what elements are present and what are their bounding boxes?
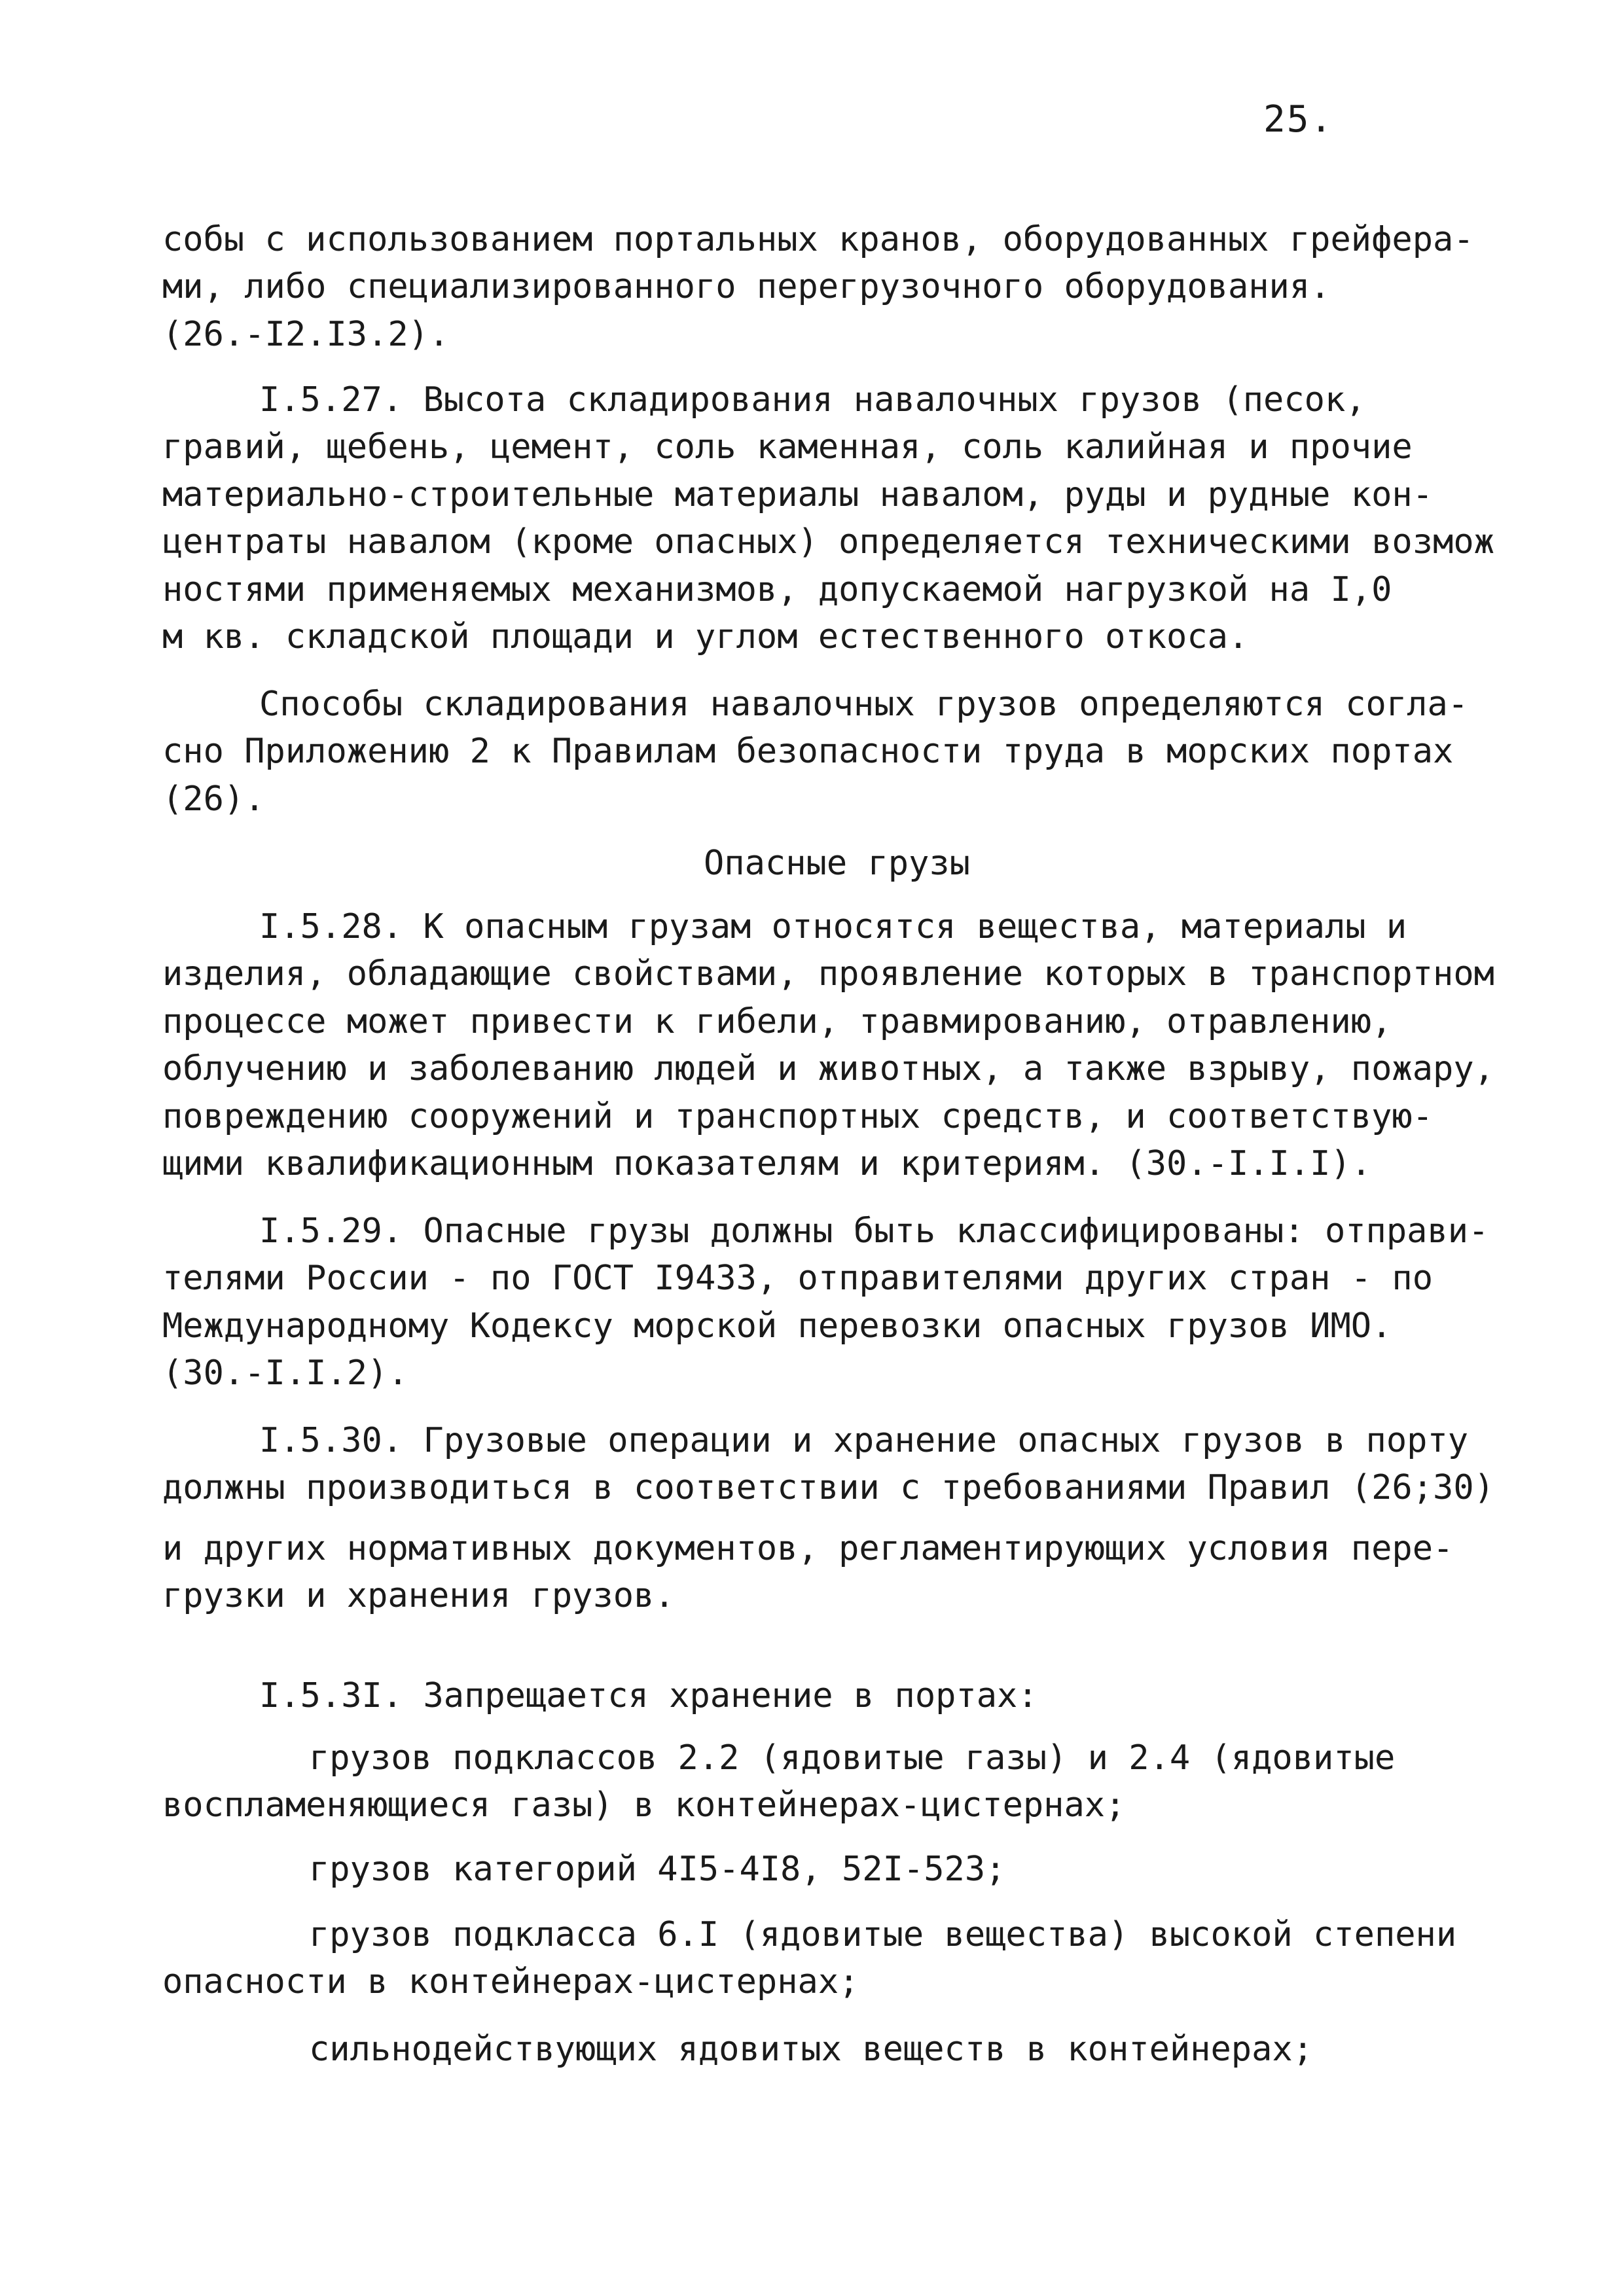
- text-line: материально-строительные материалы навалом, руды и рудные кон-: [162, 475, 1434, 514]
- text-line: гравий, щебень, цемент, соль каменная, соль калийная и прочие: [162, 427, 1413, 467]
- text-line: грузов категорий 4I5-4I8, 52I-523;: [309, 1850, 1006, 1889]
- text-line: I.5.28. К опасным грузам относятся вещества, материалы и: [259, 907, 1407, 946]
- text-line: телями России - по ГОСТ I9433, отправителями других стран - по: [162, 1259, 1434, 1298]
- text-line: грузов подклассов 2.2 (ядовитые газы) и 2.4 (ядовитые: [309, 1738, 1396, 1778]
- text-line: ностями применяемых механизмов, допускаемой нагрузкой на I,0: [162, 570, 1392, 609]
- text-line: должны производиться в соответствии с требованиями Правил (26;30): [162, 1468, 1494, 1507]
- text-line: I.5.30. Грузовые операции и хранение опасных грузов в порту: [259, 1421, 1469, 1460]
- text-line: I.5.29. Опасные грузы должны быть классифицированы: отправи-: [259, 1211, 1489, 1251]
- text-line: опасности в контейнерах-цистернах;: [162, 1962, 859, 2001]
- text-line: (30.-I.I.2).: [162, 1354, 408, 1393]
- text-line: (26).: [162, 780, 265, 819]
- text-line: грузов подкласса 6.I (ядовитые вещества) высокой степени: [309, 1915, 1457, 1954]
- text-line: I.5.27. Высота складирования навалочных грузов (песок,: [259, 380, 1366, 420]
- text-line: ми, либо специализированного перегрузочного оборудования.: [162, 267, 1331, 306]
- text-line: м кв. складской площади и углом естественного откоса.: [162, 617, 1249, 656]
- text-line: щими квалификационным показателям и критериям. (30.-I.I.I).: [162, 1144, 1372, 1183]
- section-heading: Опасные грузы: [704, 844, 970, 883]
- page-number: 25.: [1263, 98, 1334, 141]
- text-line: изделия, обладающие свойствами, проявление которых в транспортном: [162, 954, 1494, 994]
- text-line: и других нормативных документов, регламентирующих условия пере-: [162, 1529, 1454, 1568]
- text-line: воспламеняющиеся газы) в контейнерах-цистернах;: [162, 1785, 1126, 1825]
- text-line: процессе может привести к гибели, травмированию, отравлению,: [162, 1002, 1392, 1041]
- text-line: Способы складирования навалочных грузов определяются согла-: [259, 685, 1469, 724]
- text-line: Международному Кодексу морской перевозки опасных грузов ИМО.: [162, 1306, 1392, 1346]
- text-line: центраты навалом (кроме опасных) определяется техническими возмож: [162, 522, 1494, 562]
- text-line: (26.-I2.I3.2).: [162, 315, 450, 354]
- text-line: облучению и заболеванию людей и животных, а также взрыву, пожару,: [162, 1049, 1494, 1088]
- text-line: сильнодействующих ядовитых веществ в контейнерах;: [309, 2030, 1314, 2069]
- text-line: повреждению сооружений и транспортных средств, и соответствую-: [162, 1097, 1434, 1136]
- text-line: I.5.3I. Запрещается хранение в портах:: [259, 1676, 1038, 1715]
- text-line: грузки и хранения грузов.: [162, 1576, 675, 1615]
- text-line: собы с использованием портальных кранов, оборудованных грейфера-: [162, 220, 1474, 259]
- text-line: сно Приложению 2 к Правилам безопасности труда в морских портах: [162, 732, 1454, 771]
